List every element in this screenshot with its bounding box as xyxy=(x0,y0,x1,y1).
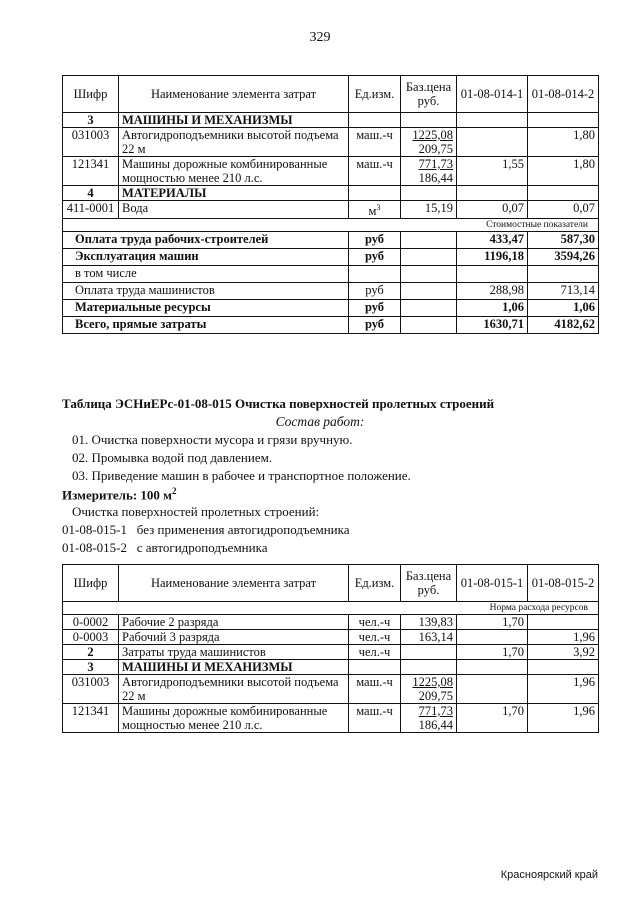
row-value-1 xyxy=(457,675,528,704)
summary-value-1: 1196,18 xyxy=(457,249,528,266)
col-header-variant-2: 01-08-015-2 xyxy=(528,565,599,602)
variant-code: 01-08-015-1 xyxy=(62,522,127,537)
section-row-machines xyxy=(63,660,599,675)
summary-row-total xyxy=(63,317,599,334)
table-row xyxy=(63,675,599,704)
row-code: 121341 xyxy=(63,704,119,733)
table-header-row xyxy=(63,565,599,602)
norm-header: Норма расхода ресурсов xyxy=(63,602,599,615)
row-price: 15,19 xyxy=(401,201,457,219)
row-unit: чел.-ч xyxy=(349,615,401,630)
col-header-variant-1: 01-08-014-1 xyxy=(457,76,528,113)
summary-label: Эксплуатация машин xyxy=(63,249,349,266)
row-value-2: 1,96 xyxy=(528,630,599,645)
summary-value-2: 3594,26 xyxy=(528,249,599,266)
table-title: Таблица ЭСНиЕРс-01-08-015 Очистка поверхностей пролетных строений xyxy=(62,396,495,411)
page-number: 329 xyxy=(309,30,331,45)
row-code: 411-0001 xyxy=(63,201,119,219)
row-unit: маш.-ч xyxy=(349,128,401,157)
work-item: 01. Очистка поверхности мусора и грязи вручную. xyxy=(72,432,353,447)
summary-value-1: 1630,71 xyxy=(457,317,528,334)
row-price: 139,83 xyxy=(401,615,457,630)
summary-value-2: 1,06 xyxy=(528,300,599,317)
summary-label: Оплата труда машинистов xyxy=(63,283,349,300)
table-header-row xyxy=(63,76,599,113)
col-header-unit: Ед.изм. xyxy=(349,76,401,113)
row-unit: маш.-ч xyxy=(349,704,401,733)
summary-unit: руб xyxy=(349,317,401,334)
summary-label: Всего, прямые затраты xyxy=(63,317,349,334)
row-value-2: 1,96 xyxy=(528,675,599,704)
row-value-2 xyxy=(528,615,599,630)
row-price-bottom: 209,75 xyxy=(418,689,453,703)
col-header-unit: Ед.изм. xyxy=(349,565,401,602)
col-header-price: Баз.цена руб. xyxy=(401,76,457,113)
row-value-1 xyxy=(457,128,528,157)
summary-label: Оплата труда рабочих-строителей xyxy=(63,232,349,249)
summary-unit: руб xyxy=(349,300,401,317)
summary-value-2: 4182,62 xyxy=(528,317,599,334)
section-number: 4 xyxy=(63,186,119,201)
summary-row-labor xyxy=(63,232,599,249)
row-unit-sup: 3 xyxy=(376,203,381,212)
section-number: 3 xyxy=(63,660,119,675)
row-name: Машины дорожные комбинированные мощностью менее 210 л.с. xyxy=(119,704,349,733)
section-number: 3 xyxy=(63,113,119,128)
row-value-1: 0,07 xyxy=(457,201,528,219)
row-price-top: 771,73 xyxy=(418,157,453,171)
col-header-variant-2: 01-08-014-2 xyxy=(528,76,599,113)
summary-value-2: 587,30 xyxy=(528,232,599,249)
summary-row-machinist-pay xyxy=(63,283,599,300)
col-header-code: Шифр xyxy=(63,76,119,113)
variant-text: без применения автогидроподъемника xyxy=(136,522,350,537)
measure-sup: 2 xyxy=(172,486,177,496)
row-price-top: 771,73 xyxy=(418,704,453,718)
work-item: 03. Приведение машин в рабочее и транспортное положение. xyxy=(72,468,411,483)
variants-intro: Очистка поверхностей пролетных строений: xyxy=(72,504,320,519)
row-price: 163,14 xyxy=(401,630,457,645)
col-header-price: Баз.цена руб. xyxy=(401,565,457,602)
variant-text: с автогидроподъемника xyxy=(136,540,268,555)
variant-line-1 xyxy=(62,522,350,538)
row-price-top: 1225,08 xyxy=(412,128,453,142)
row-code: 0-0003 xyxy=(63,630,119,645)
summary-unit: руб xyxy=(349,249,401,266)
row-unit: чел.-ч xyxy=(349,630,401,645)
row-name: Машины дорожные комбинированные мощностью менее 210 л.с. xyxy=(119,157,349,186)
row-name: Рабочие 2 разряда xyxy=(119,615,349,630)
row-unit: маш.-ч xyxy=(349,157,401,186)
row-value-2: 0,07 xyxy=(528,201,599,219)
table-row xyxy=(63,128,599,157)
summary-label: в том числе xyxy=(63,266,349,283)
summary-value-1: 433,47 xyxy=(457,232,528,249)
col-header-code: Шифр xyxy=(63,565,119,602)
row-value-2: 1,80 xyxy=(528,157,599,186)
table-row xyxy=(63,157,599,186)
row-unit: чел.-ч xyxy=(349,645,401,660)
section-row-materials xyxy=(63,186,599,201)
section-number: 2 xyxy=(63,645,119,660)
table-row xyxy=(63,704,599,733)
col-header-variant-1: 01-08-015-1 xyxy=(457,565,528,602)
summary-row-including xyxy=(63,266,599,283)
summary-row-materials xyxy=(63,300,599,317)
row-value-2: 3,92 xyxy=(528,645,599,660)
row-name: Автогидроподъемники высотой подъема 22 м xyxy=(119,128,349,157)
row-code: 0-0002 xyxy=(63,615,119,630)
work-item: 02. Промывка водой под давлением. xyxy=(72,450,273,465)
summary-unit: руб xyxy=(349,283,401,300)
row-value-1 xyxy=(457,630,528,645)
resource-table-01-08-015 xyxy=(62,564,599,733)
row-value-1: 1,70 xyxy=(457,645,528,660)
summary-value-2: 713,14 xyxy=(528,283,599,300)
summary-label: Материальные ресурсы xyxy=(63,300,349,317)
row-unit: маш.-ч xyxy=(349,675,401,704)
row-price-bottom: 209,75 xyxy=(418,142,453,156)
section-title: МАТЕРИАЛЫ xyxy=(119,186,349,201)
row-name: Вода xyxy=(119,201,349,219)
summary-value-1: 288,98 xyxy=(457,283,528,300)
section-title: МАШИНЫ И МЕХАНИЗМЫ xyxy=(119,113,349,128)
row-name: Рабочий 3 разряда xyxy=(119,630,349,645)
row-price-bottom: 186,44 xyxy=(418,171,453,185)
table-row xyxy=(63,615,599,630)
variant-line-2 xyxy=(62,540,268,556)
section-row-machinist-labor xyxy=(63,645,599,660)
row-code: 121341 xyxy=(63,157,119,186)
row-value-1: 1,55 xyxy=(457,157,528,186)
norm-header-row xyxy=(63,602,599,615)
row-price-bottom: 186,44 xyxy=(418,718,453,732)
section-title: Затраты труда машинистов xyxy=(119,645,349,660)
row-code: 031003 xyxy=(63,128,119,157)
table-row xyxy=(63,201,599,219)
resource-table-01-08-014 xyxy=(62,75,599,334)
composition-title: Состав работ: xyxy=(275,414,365,429)
row-price-top: 1225,08 xyxy=(412,675,453,689)
row-value-2: 1,96 xyxy=(528,704,599,733)
measure-line xyxy=(62,486,177,503)
row-code: 031003 xyxy=(63,675,119,704)
row-value-1: 1,70 xyxy=(457,615,528,630)
variant-code: 01-08-015-2 xyxy=(62,540,127,555)
measure-label: Измеритель: 100 м xyxy=(62,487,173,503)
row-value-2: 1,80 xyxy=(528,128,599,157)
col-header-name: Наименование элемента затрат xyxy=(119,565,349,602)
summary-unit: руб xyxy=(349,232,401,249)
cost-header: Стоимостные показатели xyxy=(63,219,599,232)
section-row-machines xyxy=(63,113,599,128)
row-unit: м xyxy=(368,204,377,219)
section-title: МАШИНЫ И МЕХАНИЗМЫ xyxy=(119,660,349,675)
footer-region: Красноярский край xyxy=(500,869,598,881)
summary-value-1: 1,06 xyxy=(457,300,528,317)
row-value-1: 1,70 xyxy=(457,704,528,733)
row-name: Автогидроподъемники высотой подъема 22 м xyxy=(119,675,349,704)
summary-row-exploitation xyxy=(63,249,599,266)
col-header-name: Наименование элемента затрат xyxy=(119,76,349,113)
table-row xyxy=(63,630,599,645)
cost-header-row xyxy=(63,219,599,232)
